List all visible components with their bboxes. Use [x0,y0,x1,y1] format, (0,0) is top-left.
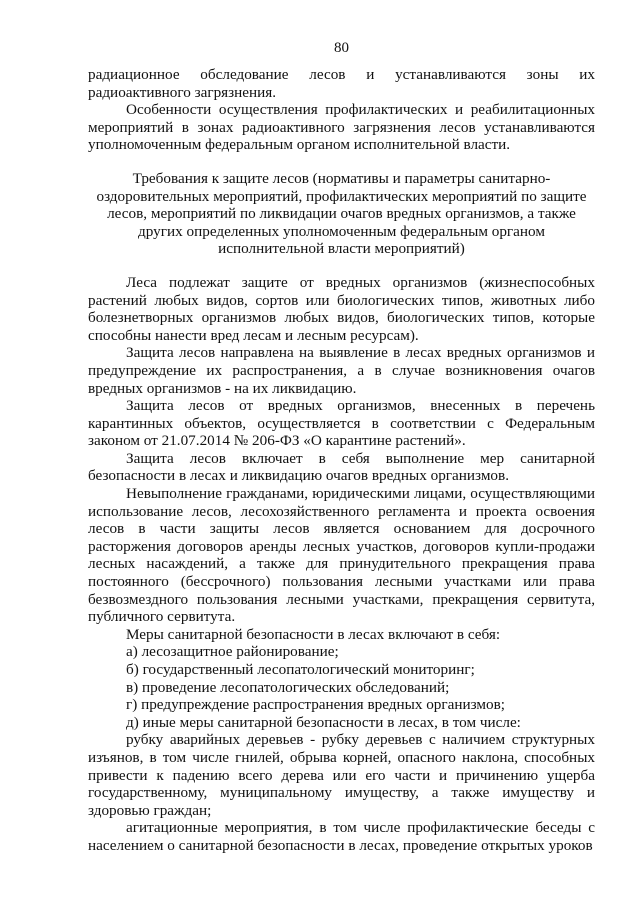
paragraph: Леса подлежат защите от вредных организмов (жизнеспособных растений любых видов, сортов или биологических типов, животных либо болезнетворных организмов любых видов, биологических типов, которые способны нанести вред лесам и лесным ресурсам). [88,273,595,344]
paragraph: радиационное обследование лесов и устанавливаются зоны их радиоактивного загрязнения. [88,66,595,101]
paragraph: Невыполнение гражданами, юридическими лицами, осуществляющими использование лесов, лесохозяйственного регламента и проекта освоения лесов в части защиты лесов является основанием для досрочного расторжения договоров аренды лесных участков, договоров купли-продажи лесных насаждений, а также для принудительного прекращения права постоянного (бессрочного) пользования лесными участками или права безвозмездного пользования лесными участками, прекращения сервитута, публичного сервитута. [88,485,595,626]
list-item: а) лесозащитное районирование; [126,643,339,661]
paragraph: агитационные мероприятия, в том числе профилактические беседы с населением о санитарной безопасности в лесах, проведение открытых уроков [88,819,595,854]
list-item: б) государственный лесопатологический мониторинг; [126,661,475,678]
document-body [88,66,595,855]
section-heading: Требования к защите лесов (нормативы и параметры санитарно-оздоровительных мероприятий, профилактических мероприятий по защите лесов, мероприятий по ликвидации очагов вредных организмов, а также других определенных уполномоченным федеральным органом исполнительной власти мероприятий) [96,169,587,258]
page-number: 80 [334,40,349,56]
paragraph: Защита лесов направлена на выявление в лесах вредных организмов и предупреждение их распространения, а в случае возникновения очагов вредных организмов - на их ликвидацию. [88,344,595,397]
list-item: г) предупреждение распространения вредных организмов; [126,696,506,714]
list-item: д) иные меры санитарной безопасности в лесах, в том числе: [126,713,521,731]
list-item: в) проведение лесопатологических обследований; [126,678,450,696]
paragraph: Защита лесов от вредных организмов, внесенных в перечень карантинных объектов, осуществляется в соответствии с Федеральным законом от 21.07.2014 № 206-ФЗ «О карантине растений». [88,397,595,450]
paragraph: Меры санитарной безопасности в лесах включают в себя: [126,625,501,643]
paragraph: Защита лесов включает в себя выполнение мер санитарной безопасности в лесах и ликвидацию очагов вредных организмов. [88,449,595,485]
paragraph: Особенности осуществления профилактических и реабилитационных мероприятий в зонах радиоактивного загрязнения лесов устанавливаются уполномоченным федеральным органом исполнительной власти. [88,101,595,154]
paragraph: рубку аварийных деревьев - рубку деревьев с наличием структурных изъянов, в том числе гнилей, обрыва корней, опасного наклона, способных привести к падению всего дерева или его части и причинению ущерба государственному, муниципальному имуществу, а также имуществу и здоровью граждан; [88,731,595,819]
